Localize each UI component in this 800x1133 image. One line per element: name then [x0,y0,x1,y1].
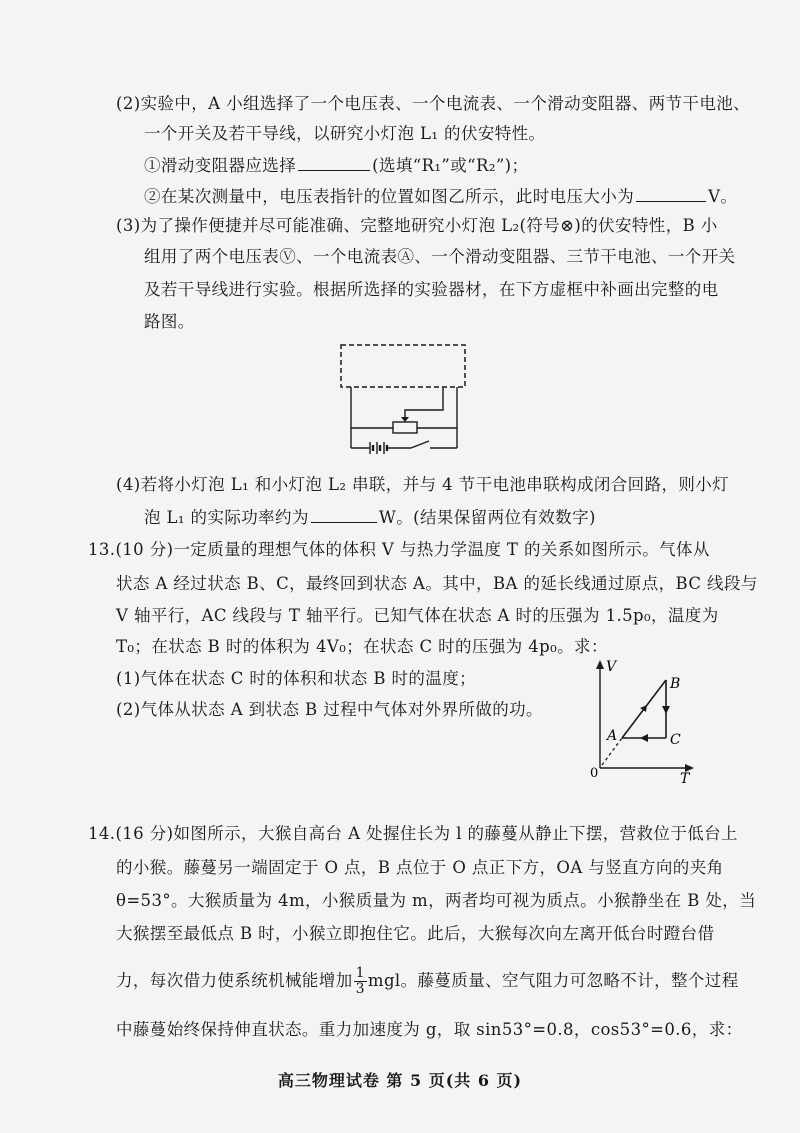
q14-line5 [116,966,739,997]
q14-line6: 中藤蔓始终保持伸直状态。重力加速度为 g，取 sin53°=0.8，cos53°=0.6，求： [116,1020,743,1039]
q14-line5-rest: mgl。藤蔓质量、空气阻力可忽略不计，整个过程 [367,971,739,990]
point-c-label: C [670,732,681,748]
q13-line2: 状态 A 经过状态 B、C，最终回到状态 A。其中，BA 的延长线通过原点，BC 线段与 [116,574,758,593]
q12-sub1-hint: (选填“R₁”或“R₂”)； [372,156,529,175]
fraction-numerator: 1 [355,965,365,981]
q12-part2-sub2 [144,185,737,207]
q12-sub2-unit: V。 [708,187,738,206]
q14-line3: θ=53°。大猴质量为 4m，小猴质量为 m，两者均可视为质点。小猴静坐在 B 处，当 [116,891,757,910]
q12-part4-line1: (4)若将小灯泡 L₁ 和小灯泡 L₂ 串联，并与 4 节干电池串联构成闭合回路，则小灯 [116,475,730,494]
q14-line1: 14.(16 分)如图所示，大猴自高台 A 处握住长为 l 的藤蔓从静止下摆，营救位于低台上 [88,824,738,843]
q13-sub2: (2)气体从状态 A 到状态 B 过程中气体对外界所做的功。 [116,700,543,719]
q14-line5-text: 力，每次借力使系统机械能增加 [116,971,353,990]
v-axis-label: V [606,659,617,675]
t-axis-label: T [680,771,690,786]
arrow-ca [640,734,648,742]
dashed-answer-box [341,345,465,387]
point-a-label: A [607,728,618,744]
v-axis-arrow [596,660,604,669]
q14-line2: 的小猴。藤蔓另一端固定于 O 点，B 点位于 O 点正下方，OA 与竖直方向的夹角 [116,858,724,877]
q14-line4: 大猴摆至最低点 B 时，小猴立即抱住它。此后，大猴每次向左离开低台时蹬台借 [116,924,715,943]
q12-part4-unit: W。(结果保留两位有效数字) [378,508,596,527]
q12-part4-text: 泡 L₁ 的实际功率约为 [144,508,309,527]
q12-part2-line2: 一个开关及若干导线，以研究小灯泡 L₁ 的伏安特性。 [144,124,546,143]
q12-part4-line2 [144,506,596,528]
q12-part3-line3: 及若干导线进行实验。根据所选择的实验器材，在下方虚框中补画出完整的电 [144,280,719,299]
point-b-label: B [670,676,681,692]
answer-blank[interactable] [311,506,377,523]
slider-contact [405,387,443,421]
answer-blank[interactable] [636,185,706,202]
vt-graph [584,656,696,786]
q12-part2-line1: (2)实验中，A 小组选择了一个电压表、一个电流表、一个滑动变阻器、两节干电池、 [116,94,751,113]
q12-part3-line4: 路图。 [144,312,195,331]
switch-blade [411,441,429,448]
q12-part2-sub1 [144,154,528,176]
rheostat [393,422,417,433]
page-footer: 高三物理试卷 第 5 页(共 6 页) [277,1071,523,1090]
q12-sub2-text: ②在某次测量中，电压表指针的位置如图乙所示，此时电压大小为 [144,187,635,206]
fraction-denominator: 3 [355,981,365,997]
q12-sub1-text: ①滑动变阻器应选择 [144,156,297,175]
q13-line4: T₀；在状态 B 时的体积为 4V₀；在状态 C 时的压强为 4p₀。求： [116,637,608,656]
fraction-one-third [354,966,367,997]
arrow-bc [662,706,670,714]
q12-part3-line2: 组用了两个电压表Ⓥ、一个电流表Ⓐ、一个滑动变阻器、三节干电池、一个开关 [144,247,736,266]
slider-arrow [401,417,409,422]
origin-label: 0 [590,766,599,781]
q13-line3: V 轴平行，AC 线段与 T 轴平行。已知气体在状态 A 时的压强为 1.5p₀，温度为 [116,606,719,625]
q13-sub1: (1)气体在状态 C 时的体积和状态 B 时的温度； [116,669,477,688]
answer-blank[interactable] [298,154,370,171]
q12-part3-line1: (3)为了操作便捷并尽可能准确、完整地研究小灯泡 L₂(符号⊗)的伏安特性，B 小 [116,216,718,235]
q13-line1: 13.(10 分)一定质量的理想气体的体积 V 与热力学温度 T 的关系如图所示。气体从 [88,540,710,559]
circuit-diagram [338,342,470,464]
